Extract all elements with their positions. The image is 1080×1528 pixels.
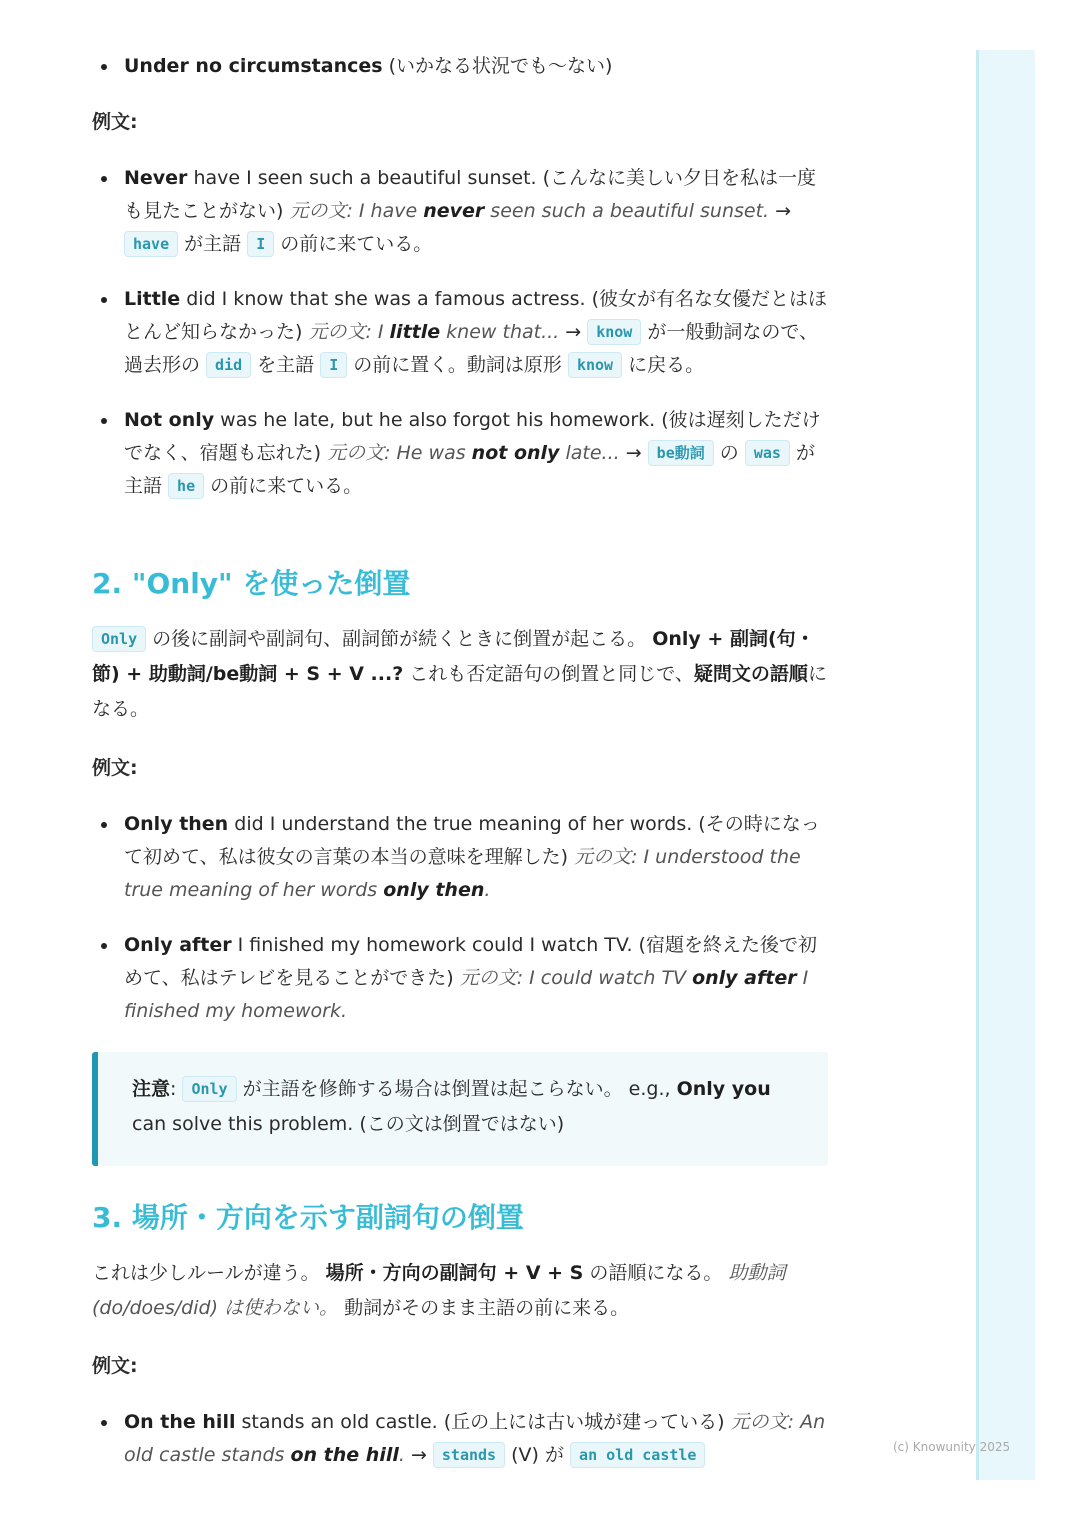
arrow-text: → [769, 200, 792, 222]
arrow-text: → [619, 442, 648, 464]
original-text: knew that... [440, 321, 560, 343]
explanation-text: の前に来ている。 [274, 233, 433, 255]
sentence-text: was he late, but he also forgot his homework. (彼は遅刻しただけでなく、宿題も忘れた) [124, 409, 821, 464]
original-emphasis: only after [692, 967, 797, 989]
inline-code: know [568, 352, 622, 378]
list-item [92, 1406, 828, 1472]
explanation-text: が一般動詞なので、過去形の [124, 321, 818, 376]
example-list-1 [92, 162, 828, 503]
pattern-bold: 場所・方向の副詞句 + V + S [325, 1262, 584, 1284]
original-text: 元の文: He was [327, 442, 472, 464]
phrase-bold: Under no circumstances [124, 55, 383, 77]
phrase-gloss: (いかなる状況でも〜ない) [382, 55, 613, 77]
inline-code: was [745, 440, 790, 466]
inverted-phrase: Never [124, 167, 188, 189]
original-text: . [484, 879, 491, 901]
section-heading-3: 3. 場所・方向を示す副詞句の倒置 [92, 1201, 524, 1234]
original-text: . [398, 1444, 405, 1466]
explanation-text: を主語 [251, 354, 321, 376]
explanation-text: の [713, 442, 745, 464]
explanation-text: の前に置く。動詞は原形 [347, 354, 568, 376]
inline-code: I [320, 352, 347, 378]
list-item [92, 404, 828, 503]
inverted-phrase: Little [124, 288, 181, 310]
note-text: が主語を修飾する場合は倒置は起こらない。 e.g., [236, 1078, 677, 1100]
paragraph-text: になる。 [92, 663, 827, 720]
inverted-phrase: Not only [124, 409, 215, 431]
sentence-text: stands an old castle. (丘の上には古い城が建っている) [235, 1411, 731, 1433]
arrow-text: → [404, 1444, 433, 1466]
example-label: 例文: [92, 757, 138, 779]
inline-code: stands [433, 1442, 505, 1468]
paragraph-text: これは少しルールが違う。 [92, 1262, 326, 1284]
original-text: I finished my homework. [124, 967, 809, 1022]
sentence-text: did I know that she was a famous actress. (彼女が有名な女優だとはほとんど知らなかった) [124, 288, 828, 343]
inline-code: I [247, 231, 274, 257]
inverted-phrase: Only after [124, 934, 232, 956]
original-sentence [327, 442, 620, 464]
original-text: 元の文: I could watch TV [459, 967, 693, 989]
inverted-phrase: On the hill [124, 1411, 236, 1433]
original-emphasis: never [423, 200, 485, 222]
original-text: 元の文: An old castle stands [124, 1411, 826, 1466]
original-text: late... [559, 442, 620, 464]
sentence-text: I finished my homework could I watch TV. (宿題を終えた後で初めて、私はテレビを見ることができた) [124, 934, 817, 989]
original-text: 元の文: I [308, 321, 390, 343]
note-callout [92, 1052, 828, 1166]
example-label: 例文: [92, 111, 138, 133]
list-item [92, 162, 828, 261]
list-item [92, 808, 828, 907]
paragraph-italic: 助動詞(do/does/did) は使わない。 [92, 1262, 786, 1319]
list-item [92, 929, 828, 1028]
inline-code: he [168, 473, 204, 499]
original-text: seen such a beautiful sunset. [484, 200, 770, 222]
pattern-bold: Only + 副詞(句・節) + 助動詞/be動詞 + S + V ...? [92, 628, 815, 685]
original-emphasis: only then [383, 879, 485, 901]
example-list-2 [92, 808, 828, 1028]
explanation-text: に戻る。 [622, 354, 705, 376]
copyright-text: (c) Knowunity 2025 [893, 1440, 1011, 1454]
sentence-text: have I seen such a beautiful sunset. (こんなに美しい夕日を私は一度も見たことがない) [124, 167, 817, 222]
inline-code: an old castle [570, 1442, 705, 1468]
section-2-paragraph [92, 622, 828, 727]
intro-list [92, 50, 828, 83]
original-emphasis: little [389, 321, 441, 343]
original-emphasis: not only [471, 442, 560, 464]
inline-code: know [587, 319, 641, 345]
original-sentence [308, 321, 559, 343]
inline-code: be動詞 [648, 440, 714, 466]
example-label: 例文: [92, 1355, 138, 1377]
page-sidebar [976, 50, 1035, 1480]
note-text: : [170, 1078, 183, 1100]
example-list-3 [92, 1406, 828, 1472]
paragraph-text: の後に副詞や副詞句、副詞節が続くときに倒置が起こる。 [146, 628, 653, 650]
keyword-bold: 疑問文の語順 [693, 663, 808, 685]
original-text: 元の文: I have [289, 200, 424, 222]
paragraph-text: 動詞がそのまま主語の前に来る。 [338, 1297, 630, 1319]
list-item [92, 50, 828, 83]
inverted-phrase: Only then [124, 813, 229, 835]
inline-code: Only [182, 1076, 236, 1102]
inline-code: Only [92, 626, 146, 652]
note-text: can solve this problem. (この文は倒置ではない) [132, 1113, 565, 1135]
note-emphasis: Only you [676, 1078, 771, 1100]
inline-code: did [206, 352, 251, 378]
list-item [92, 283, 828, 382]
section-heading-2: 2. "Only" を使った倒置 [92, 567, 411, 600]
paragraph-text: これも否定語句の倒置と同じで、 [403, 663, 694, 685]
original-text: 元の文: I understood the true meaning of her words [124, 846, 801, 901]
section-3-paragraph [92, 1256, 828, 1326]
explanation-text: の前に来ている。 [204, 475, 363, 497]
original-emphasis: on the hill [290, 1444, 399, 1466]
inline-code: have [124, 231, 178, 257]
explanation-text: が主語 [124, 442, 815, 497]
explanation-text: (V) が [505, 1444, 571, 1466]
paragraph-text: の語順になる。 [583, 1262, 729, 1284]
explanation-text: が主語 [178, 233, 248, 255]
sentence-text: did I understand the true meaning of her words. (その時になって初めて、私は彼女の言葉の本当の意味を理解した) [124, 813, 820, 868]
arrow-text: → [559, 321, 588, 343]
original-sentence [289, 200, 769, 222]
note-label: 注意 [132, 1078, 171, 1100]
